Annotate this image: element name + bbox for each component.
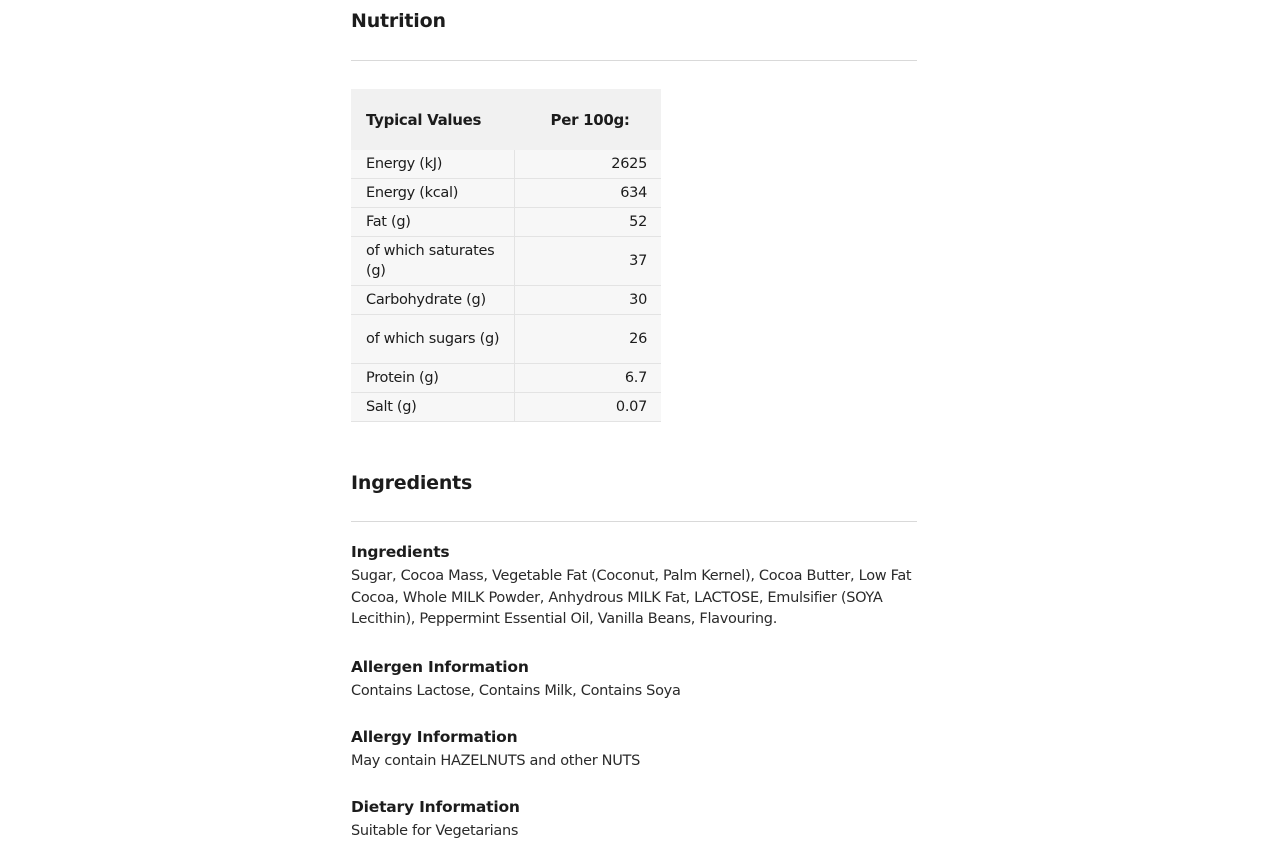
- dietary-information-text: Suitable for Vegetarians: [351, 823, 519, 839]
- nutrient-value: 26: [515, 315, 662, 364]
- nutrient-value: 30: [515, 286, 662, 315]
- allergen-information-block: [351, 658, 951, 703]
- nutrition-divider: [351, 60, 917, 61]
- nutrient-name: Energy (kcal): [351, 179, 515, 208]
- dietary-information-block: [351, 798, 951, 843]
- dietary-information-title: Dietary Information: [351, 798, 520, 816]
- column-header-typical-values: Typical Values: [351, 89, 515, 150]
- nutrition-table-header-row: [351, 89, 661, 150]
- nutrient-name: of which sugars (g): [351, 315, 515, 364]
- ingredients-divider: [351, 521, 917, 522]
- nutrient-value: 634: [515, 179, 662, 208]
- allergy-information-title: Allergy Information: [351, 728, 518, 746]
- nutrient-value: 2625: [515, 150, 662, 179]
- allergy-information-text: May contain HAZELNUTS and other NUTS: [351, 753, 640, 769]
- nutrition-table: [351, 89, 661, 422]
- nutrient-name: Salt (g): [351, 393, 515, 422]
- nutrient-value: 6.7: [515, 364, 662, 393]
- ingredients-title: Ingredients: [351, 543, 450, 561]
- ingredients-text: Sugar, Cocoa Mass, Vegetable Fat (Coconut, Palm Kernel), Cocoa Butter, Low Fat Cocoa, Whole MILK Powder, Anhydrous MILK Fat, LACTOSE, Emulsifier (SOYA Lecithin), Peppermint Essential Oil, Vanilla Beans, Flavouring.: [351, 568, 912, 627]
- table-row: [351, 393, 661, 422]
- nutrient-name: Energy (kJ): [351, 150, 515, 179]
- nutrient-value: 37: [515, 237, 662, 286]
- table-row: [351, 150, 661, 179]
- allergen-information-text: Contains Lactose, Contains Milk, Contains Soya: [351, 683, 681, 699]
- table-row: [351, 208, 661, 237]
- ingredients-block: [351, 543, 946, 631]
- nutrient-name: of which saturates (g): [351, 237, 515, 286]
- table-row: [351, 364, 661, 393]
- nutrient-value: 0.07: [515, 393, 662, 422]
- table-row: [351, 237, 661, 286]
- nutrition-heading: Nutrition: [351, 10, 446, 32]
- ingredients-heading: Ingredients: [351, 472, 473, 494]
- nutrient-value: 52: [515, 208, 662, 237]
- table-row: [351, 315, 661, 364]
- table-row: [351, 179, 661, 208]
- column-header-per-100g: Per 100g:: [515, 89, 662, 150]
- table-row: [351, 286, 661, 315]
- nutrient-name: Protein (g): [351, 364, 515, 393]
- nutrient-name: Fat (g): [351, 208, 515, 237]
- nutrient-name: Carbohydrate (g): [351, 286, 515, 315]
- allergy-information-block: [351, 728, 951, 773]
- allergen-information-title: Allergen Information: [351, 658, 529, 676]
